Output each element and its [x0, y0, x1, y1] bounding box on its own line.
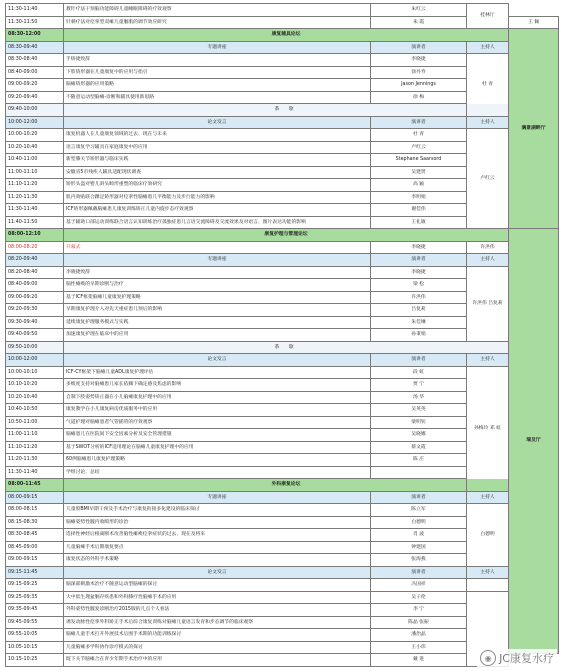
speaker-cell: 朱佳琳	[371, 316, 467, 329]
time-cell: 08:15-08:30	[6, 516, 64, 529]
row-head	[6, 491, 559, 504]
talk-title: 自制下肢姿势矫正器在小儿脑瘫康复护理中的应用	[64, 391, 371, 404]
talk-title: 脑瘫姿势性髋内收畸形的诊治	[64, 516, 371, 529]
row-red	[6, 241, 559, 254]
time-cell: 11:30-11:50	[6, 16, 64, 29]
talk-title: 脑瘫矫形器的应用策略	[64, 79, 371, 92]
speaker-cell: 梁 松	[371, 279, 467, 292]
talk-title: 脑瘫患儿在医院间下安全因素分析及安全管理措施	[64, 429, 371, 442]
speaker-cell: 李 宁	[371, 604, 467, 617]
time-cell: 11:10-11:20	[6, 441, 64, 454]
time-cell: 08:00-11:45	[6, 479, 64, 492]
talk-title: 专题讲座	[64, 41, 371, 54]
speaker-cell: 段 虹	[371, 366, 467, 379]
speaker-cell: 蔡文霞	[371, 441, 467, 454]
speaker-cell: 吴晓娜	[371, 429, 467, 442]
speaker-cell: 谢佳伟	[371, 204, 467, 217]
row-head	[6, 116, 559, 129]
talk-title: ICF-CY框架下脑瘫儿童ADL康复护理评估	[64, 366, 371, 379]
row-head	[6, 254, 559, 267]
time-cell: 10:40-11:00	[6, 154, 64, 167]
chair-cell: 许洪伟 吕复莉	[467, 266, 509, 341]
speaker-cell: 演讲者	[371, 566, 467, 579]
break-title: 茶 歇	[64, 341, 509, 354]
break-title: 茶 歇	[64, 104, 509, 117]
speaker-cell: 许洪伟	[371, 291, 467, 304]
talk-title: 针刺疗法对痉挛型双瘫儿童腘肌的调节效应研究	[64, 16, 371, 29]
time-cell: 10:50-11:00	[6, 416, 64, 429]
row-session	[6, 479, 559, 492]
talk-title: 安徽省5市残疾人辅具适配现状调查	[64, 166, 371, 179]
speaker-cell: 李晓捷	[371, 241, 467, 254]
speaker-cell: 冯国祥	[371, 579, 467, 592]
talk-title: 论文发言	[64, 354, 371, 367]
talk-title: 肌内效贴联合踝足矫形器对痉挛性脑瘫患儿平衡能力及步行能力的影响	[64, 191, 371, 204]
time-cell: 08:45-09:00	[6, 541, 64, 554]
speaker-cell: 陈立军	[371, 504, 467, 517]
schedule-row	[6, 579, 559, 592]
speaker-cell: 演讲者	[371, 491, 467, 504]
speaker-cell: 孙秉娟	[371, 329, 467, 342]
time-cell: 11:10-11:20	[6, 179, 64, 192]
speaker-cell: 白德明	[371, 516, 467, 529]
chair-header: 主持人	[467, 354, 509, 367]
time-cell: 10:20-10:40	[6, 141, 64, 154]
time-cell: 11:30-11:40	[6, 4, 64, 17]
schedule-row	[6, 266, 559, 279]
speaker-cell: 徐丹寿	[371, 66, 467, 79]
talk-title: 60例脑瘫患儿康复护理策略	[64, 454, 371, 467]
watermark-text: JC康复水疗	[499, 652, 554, 665]
talk-title: 论文发言	[64, 116, 371, 129]
time-cell: 08:00-08:20	[6, 241, 64, 254]
time-cell: 08:40-09:00	[6, 66, 64, 79]
speaker-cell: 徐 梅	[371, 91, 467, 104]
time-cell: 10:00-10:10	[6, 366, 64, 379]
time-cell: 09:20-09:30	[6, 304, 64, 317]
talk-title: 加速康复护理在临床中的应用	[64, 329, 371, 342]
time-cell: 08:00-09:15	[6, 491, 64, 504]
speaker-cell: 吕复莉	[371, 304, 467, 317]
row-head	[6, 566, 559, 579]
talk-title: 外科姿势性髋复诊断治疗2015版的几点个人看法	[64, 604, 371, 617]
speaker-cell: Stephane Saarsord	[371, 154, 467, 167]
time-cell: 11:00-11:10	[6, 166, 64, 179]
speaker-cell: 吴建贤	[371, 166, 467, 179]
time-cell: 08:00-08:15	[6, 504, 64, 517]
talk-title: 脑深部刺激术治疗不随意运动型脑瘫的探讨	[64, 579, 371, 592]
schedule-row	[6, 366, 559, 379]
chair-cell: 孙梅玲 邓 虹	[467, 366, 509, 491]
row-head	[6, 354, 559, 367]
schedule-row	[6, 129, 559, 142]
speaker-cell: 钟建国	[371, 541, 467, 554]
time-cell: 09:40-10:00	[6, 104, 64, 117]
chair-header: 主持人	[467, 566, 509, 579]
talk-title: 新型膝关节矫形器与临床实践	[64, 154, 371, 167]
talk-title: 脑瘫儿童手术打开外展技术后围手术期的功能训练探讨	[64, 629, 371, 642]
time-cell: 09:50-10:00	[6, 341, 64, 354]
talk-title: 不随意运动型脑瘫-诊断和辅具使用新思路	[64, 91, 371, 104]
chair-header: 主持人	[467, 41, 509, 54]
time-cell: 10:00-12:00	[6, 354, 64, 367]
time-cell: 11:40-11:50	[6, 216, 64, 229]
talk-title: 延续康复护理服务模式与实践	[64, 316, 371, 329]
row-session	[6, 29, 559, 42]
talk-title: 诱发动脉性痉挛外科矫正手术后综合康复训练对脑瘫儿童语言发育和步态调节的临床观察	[64, 616, 371, 629]
time-cell: 11:30-11:40	[6, 466, 64, 479]
speaker-cell: 陈 庄	[371, 454, 467, 467]
talk-title: 基于ICF框架脑瘫儿童康复护理策略	[64, 291, 371, 304]
time-cell: 08:00-12:10	[6, 229, 64, 242]
chair-cell	[467, 579, 509, 592]
time-cell: 09:00-09:20	[6, 79, 64, 92]
row-break	[6, 341, 559, 354]
talk-title: 教针疗法干预脑功能障碍儿童睡眠障碍的疗效观察	[64, 4, 371, 17]
talk-title: 康复状态的外科手术策略	[64, 554, 371, 567]
time-cell: 10:40-10:50	[6, 404, 64, 417]
schedule-body	[6, 4, 559, 667]
schedule-row	[6, 4, 559, 17]
speaker-cell: 卢红云	[371, 141, 467, 154]
speaker-cell: 张海燕	[371, 554, 467, 567]
speaker-cell: 李晓捷	[371, 54, 467, 67]
time-cell: 10:20-10:40	[6, 391, 64, 404]
talk-title: 气道护理对脑瘫患者气管插管的疗效观察	[64, 416, 371, 429]
speaker-cell: 吴子伦	[371, 591, 467, 604]
time-cell: 11:00-11:10	[6, 429, 64, 442]
time-cell: 08:20-08:40	[6, 266, 64, 279]
time-cell: 08:30-09:40	[6, 41, 64, 54]
speaker-cell: 梁明钊	[371, 416, 467, 429]
talk-title: 多维度支持对脑瘫患儿家长依赖下确定感及焦虑的影响	[64, 379, 371, 392]
talk-title: 李晓捷致辞	[64, 266, 371, 279]
talk-title: 既下关节脑瘫合在青少年期手术治疗中的应用	[64, 654, 371, 667]
speaker-cell: 贾 宁	[371, 379, 467, 392]
session-title: 康复辅具论坛	[64, 29, 509, 42]
chair-cell: 卢红云	[467, 129, 509, 229]
talk-title: 专题讲座	[64, 254, 371, 267]
time-cell: 09:15-09:25	[6, 579, 64, 592]
talk-title: 早期康复护理介入对先天重症患儿预后的影响	[64, 304, 371, 317]
talk-title: 儿童股BMI早期干预及手术治疗与康复衔接多化建设的临床探讨	[64, 504, 371, 517]
chair-header: 主持人	[467, 254, 509, 267]
time-cell: 11:30-11:40	[6, 204, 64, 217]
talk-title: 康复机器人在儿童康复领域的过去、现在与未来	[64, 129, 371, 142]
chair-cell: 许洪伟	[467, 241, 509, 254]
talk-title: 论文发言	[64, 566, 371, 579]
time-cell: 08:20-09:40	[6, 254, 64, 267]
time-cell: 09:55-10:05	[6, 629, 64, 642]
talk-title: 儿童脑瘫多学科协作诊疗模式的探讨	[64, 641, 371, 654]
speaker-cell: 朱 霞	[371, 16, 467, 29]
talk-title: 脑性瘫痪的早期诊断与治疗	[64, 279, 371, 292]
talk-title: 手矫捷致辞	[64, 54, 371, 67]
time-cell: 09:40-09:50	[6, 329, 64, 342]
talk-title: ICF矫形器佩戴脑瘫患儿康复训练矫正儿童内旋步态疗效观察	[64, 204, 371, 217]
speaker-cell: 汤 华	[371, 391, 467, 404]
talk-title: 基于辅助口部运动训练联合语言认知训练治疗孤独症患儿言语交流障碍及交流效果及对语言、图片表达功能的影响	[64, 216, 371, 229]
speaker-cell: 王礼敏	[371, 216, 467, 229]
time-cell: 10:05-10:15	[6, 641, 64, 654]
schedule-row	[6, 591, 559, 604]
chair-header: 主持人	[467, 491, 509, 504]
time-cell: 09:30-09:40	[6, 316, 64, 329]
time-cell: 08:30-12:00	[6, 29, 64, 42]
time-cell: 09:20-09:40	[6, 91, 64, 104]
talk-title: 学组讨论、总结	[64, 466, 371, 479]
speaker-cell: 肖 波	[371, 529, 467, 542]
speaker-cell: 演讲者	[371, 41, 467, 54]
talk-title: 开幕式	[64, 241, 371, 254]
time-cell: 10:00-10:20	[6, 129, 64, 142]
time-cell: 08:30-08:40	[6, 54, 64, 67]
time-cell: 08:40-09:00	[6, 279, 64, 292]
room-cell: 漓景湖畔厅	[509, 29, 559, 229]
room-cell: 桂林厅	[467, 4, 509, 29]
speaker-cell: 潘治晶	[371, 629, 467, 642]
time-cell: 10:15-10:25	[6, 654, 64, 667]
talk-title: 矫形头盔对婴儿斜头畸形重塑的临床疗效研究	[64, 179, 371, 192]
session-title: 外科康复论坛	[64, 479, 509, 492]
speaker-cell: 李明娟	[371, 191, 467, 204]
room-cell: 瑞及厅	[509, 229, 559, 654]
speaker-cell: 演讲者	[371, 116, 467, 129]
time-cell: 09:00-09:20	[6, 291, 64, 304]
talk-title: 选择性神经后根离断术改善脑性瘫痪痉挛症状的过去、现在及将来	[64, 529, 371, 542]
row-break	[6, 104, 559, 117]
speaker-cell: 高 颖	[371, 179, 467, 192]
time-cell: 09:25-09:35	[6, 591, 64, 604]
time-cell: 09:00-09:15	[6, 554, 64, 567]
schedule-row	[6, 54, 559, 67]
speaker-cell	[371, 466, 467, 479]
talk-title: 语言康复学习辅具在家庭康复中的应用	[64, 141, 371, 154]
schedule-row	[6, 504, 559, 517]
chair-cell: 白德明	[467, 504, 509, 567]
speaker-cell: 吴英英	[371, 404, 467, 417]
time-cell: 08:30-08:45	[6, 529, 64, 542]
time-cell: 09:45-09:55	[6, 616, 64, 629]
session-title: 康复护理与管理论坛	[64, 229, 509, 242]
talk-title: 大中低生理盆胴存疾患和外科膝疗性脑瘫手术的应用	[64, 591, 371, 604]
wechat-logo-icon: ◉	[480, 650, 496, 666]
speaker-cell: Jason Jennings	[371, 79, 467, 92]
time-cell: 10:00-12:00	[6, 116, 64, 129]
speaker-cell: 陈晶 张振	[371, 616, 467, 629]
chair-header: 主持人	[467, 116, 509, 129]
speaker-cell: 李晓捷	[371, 266, 467, 279]
talk-title: 专题讲座	[64, 491, 371, 504]
speaker-cell: 戴 进	[371, 654, 467, 667]
talk-title: 下肢矫形器在儿童康复中的应用与指引	[64, 66, 371, 79]
chair-cell: 王 佩	[509, 16, 559, 29]
time-cell: 11:20-11:30	[6, 191, 64, 204]
time-cell: 09:15-11:45	[6, 566, 64, 579]
speaker-cell: 杜 青	[371, 129, 467, 142]
speaker-cell: 演讲者	[371, 354, 467, 367]
row-head	[6, 41, 559, 54]
time-cell: 11:20-11:30	[6, 454, 64, 467]
speaker-cell: 朱红云	[371, 4, 467, 17]
talk-title: 儿童脑瘫手术后期康复要点	[64, 541, 371, 554]
speaker-cell: 演讲者	[371, 254, 467, 267]
time-cell: 10:10-10:20	[6, 379, 64, 392]
talk-title: 基于SWOT分析的ICF适用理论在脑瘫儿童康复护理中的应用	[64, 441, 371, 454]
schedule-table	[5, 3, 559, 667]
speaker-cell: 王小玮	[371, 641, 467, 654]
chair-cell: 杜 青	[467, 54, 509, 117]
watermark	[477, 649, 557, 667]
time-cell: 09:35-09:45	[6, 604, 64, 617]
talk-title: 康复教学在小儿康复病房优质服务中的应用	[64, 404, 371, 417]
row-session	[6, 229, 559, 242]
